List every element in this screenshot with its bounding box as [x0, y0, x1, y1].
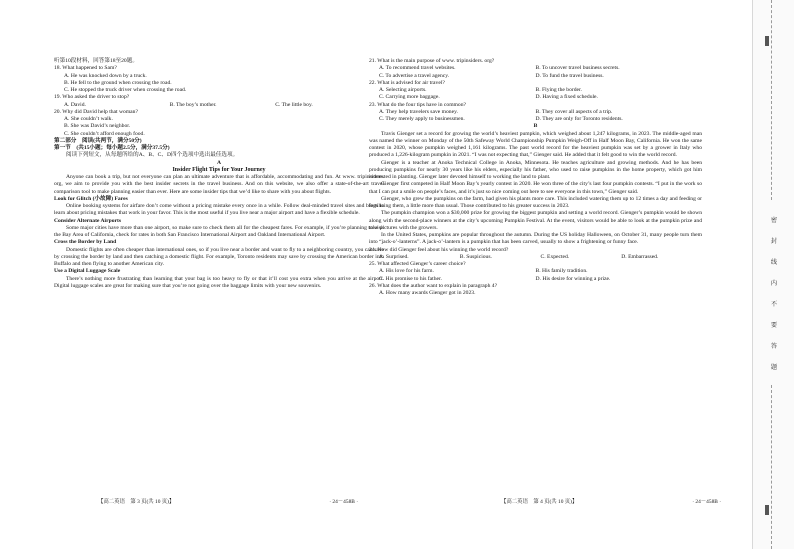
margin-mark-top	[765, 36, 769, 46]
q18-option-c: C. He stopped the truck driver when crossing the road.	[64, 87, 187, 93]
page-3-label: 【高二英语 第 3 页(共 10 页)】	[98, 499, 175, 505]
page-4-footer	[501, 497, 721, 505]
seal-char: 内	[770, 280, 778, 287]
question-19: 19. Who asked the driver to stop?	[54, 94, 130, 101]
page-4-label: 【高二英语 第 4 页(共 10 页)】	[501, 499, 578, 505]
q23-option-b: B. They cover all aspects of a trip.	[535, 108, 613, 115]
q21-option-d: D. To fund the travel business.	[535, 72, 604, 79]
passage-b-paragraph-6: In the United States, pumpkins are popular throughout the autumn. During the US holiday Halloween, on October 31, many people turn them into “jack-o’-lanterns”. A jack-o’-lantern is a pumpkin that has been carved, usually to show a frightening or funny face.	[369, 232, 702, 246]
q25-option-a: A. His love for his farm.	[379, 268, 434, 275]
seal-notice	[769, 210, 779, 378]
passage-b-paragraph-5: The pumpkin champion won a $30,000 prize for growing the biggest pumpkin and setting a world record. Gienger’s pumpkin would be shown along with the second-place winners at the city’s upcoming Pumpkin Festival. At the event, visitors would be able to look at the pumpkin prize and take pictures with the growers.	[369, 210, 702, 231]
q21-option-b: B. To uncover travel business secrets.	[535, 65, 620, 72]
q24-option-c: C. Expected.	[540, 253, 570, 260]
passage-a-label: A	[216, 159, 222, 166]
q22-options-row-2	[369, 94, 702, 101]
question-25: 25. What affected Gienger’s career choice?	[369, 261, 466, 267]
q25-option-c: C. His promise to his father.	[379, 275, 442, 282]
q23-options-row-2	[369, 116, 702, 123]
seal-char: 密	[770, 217, 778, 224]
left-column	[54, 58, 384, 290]
tip-heading-luggage-scale: Use a Digital Luggage Scale	[54, 268, 121, 275]
passage-b-label: B	[533, 123, 538, 130]
q23-option-a: A. They help travelers save money.	[379, 108, 458, 115]
question-18: 18. What happened to Sam?	[54, 65, 117, 72]
seal-char: 要	[770, 322, 778, 329]
exam-sheet	[38, 58, 736, 508]
q21-options-row-2	[369, 73, 702, 80]
q23-option-c: C. They merely apply to businessmen.	[379, 116, 465, 122]
q19-options	[54, 102, 384, 109]
passage-a-paragraph-5: There’s nothing more frustrating than learning that your bag is too heavy to fly or that it’ll cost you extra when you arrive at the airport. Digital luggage scales are great for making sure that you’re not going over the baggage limits with your new souvenirs.	[54, 275, 384, 289]
q21-options-row-1	[369, 65, 702, 72]
q22-option-d: D. Having a fixed schedule.	[535, 94, 598, 101]
tip-heading-cross-border: Cross the Border by Land	[54, 239, 117, 246]
question-26: 26. What does the author want to explain in paragraph 4?	[369, 282, 498, 289]
q25-option-d: D. His desire for winning a prize.	[535, 275, 611, 282]
question-24: 24. How did Gienger feel about his winning the world record?	[369, 246, 509, 253]
binding-margin	[752, 0, 794, 549]
passage-b-paragraph-2: Gienger is a teacher at Anoka Technical College in Anoka, Minnesota. He teaches agriculture and growing methods. And he has been producing pumpkins for nearly 30 years like his elders, especially his father, who used to raise pumpkins in the home property, which got him interested in planting. Gienger later devoted himself to working the land to plant.	[369, 159, 702, 180]
passage-a-paragraph-3: Some major cities have more than one airport, so make sure to check them all for the cheapest fares. For example, if you’re planning to visit the Bay Area of California, check for rates in both San Francisco International Airport and Oakland International Airport.	[54, 224, 384, 238]
question-20: 20. Why did David help that woman?	[54, 108, 138, 115]
q20-option-c: C. She couldn’t afford enough food.	[64, 130, 145, 137]
tip-heading-glitch-fares: Look for Glitch (小故障) Fares	[54, 195, 128, 202]
question-21: 21. What is the main purpose of www. tripinsiders. org?	[369, 58, 495, 64]
q19-option-a: A. David.	[64, 101, 86, 108]
question-22: 22. What is advised for air travel?	[369, 79, 445, 86]
q19-option-c: C. The little boy.	[275, 101, 313, 108]
q22-option-b: B. Flying the border.	[535, 87, 582, 93]
passage-a-paragraph-4: Domestic flights are often cheaper than international ones, so if you live near a border and want to fly to a neighboring country, you can save by crossing the border by land and then catching a domestic flight. For example, Toronto residents may save by crossing the American border into Buffalo and then flying to another American city.	[54, 246, 384, 267]
q21-option-c: C. To advertise a travel agency.	[379, 72, 450, 79]
q25-options-row-2	[369, 276, 702, 283]
question-23: 23. What do the four tips have in common?	[369, 101, 466, 108]
q25-option-b: B. His family tradition.	[535, 268, 588, 275]
q24-option-d: D. Embarrassed.	[621, 253, 659, 260]
part-two-heading: 第二部分 阅读(共两节，满分50分)	[54, 137, 142, 144]
q24-option-a: A. Surprised.	[379, 253, 409, 260]
passage-b-paragraph-1: Travis Gienger set a record for growing the world’s heaviest pumpkin, which weighed about 1,247 kilograms, in 2023. The middle-aged man was named the winner on Monday of the 50th Safeway World Championship Pumpkin Weigh-Off in Half Moon Bay, California. He won the same contest in 2020, whose pumpkin weighed 1,161 kilograms. The past world record for the heaviest pumpkin was set by a grower in Italy who produced a 1,226-kilogram pumpkin in 2021. “I was not expecting that,” Gienger said. He added that it felt good to win the world record.	[369, 130, 702, 159]
q23-options-row-1	[369, 109, 702, 116]
q18-option-a: A. He was knocked down by a truck.	[64, 72, 147, 79]
q26-option-a: A. How many awards Gienger got in 2023.	[379, 290, 476, 296]
reading-instructions: 阅读下列短文，从每题所给的A、B、C、D四个选项中选出最佳选项。	[66, 152, 239, 159]
seal-char: 线	[770, 259, 778, 266]
q21-option-a: A. To recommend travel websites.	[379, 65, 456, 72]
q18-option-b: B. He fell to the ground when crossing the road.	[64, 79, 172, 86]
q23-option-d: D. They are only for Toronto residents.	[535, 116, 623, 122]
q20-option-a: A. She couldn’t walk.	[64, 116, 113, 122]
q22-option-c: C. Carrying more baggage.	[379, 94, 440, 101]
page-3-footer	[98, 497, 358, 505]
passage-a-paragraph-2: Online booking systems for airfare don’t come without a pricing mistake every once in a while. Follow deal-minded travel sites and blogs to learn about pricing mistakes that work in your favor. This is the most useful if you live near a major airport and have a flexible schedule.	[54, 203, 384, 217]
passage-a-paragraph-1: Anyone can book a trip, but not everyone can plan an ultimate adventure that is affordable, accommodating and fun. At www. tripinsiders. org, we aim to provide you with the best insider secrets in the travel business. And on this website, we also offer a state-of-the-art travel comparison tool to make planning easier than ever. Here are some insider tips that we’d like to share with you about flights.	[54, 174, 384, 195]
passage-b-paragraph-3: Gienger first competed in Half Moon Bay’s yearly contest in 2020. He won three of the city’s last four pumpkin contests. “I put in the work so that I can put a smile on people’s faces, and it’s just so nice coming out here to see everyone in this town,” Gienger said.	[369, 181, 702, 195]
tip-heading-alternate-airports: Consider Alternate Airports	[54, 217, 122, 224]
q22-option-a: A. Selecting airports.	[379, 87, 427, 93]
seal-line-top	[771, 0, 772, 200]
q19-option-b: B. The boy’s mother.	[169, 101, 217, 108]
q24-option-b: B. Suspicious.	[459, 253, 492, 260]
passage-b-paragraph-4: Gienger, who grew the pumpkins on the farm, had given his plants more care. This included watering them up to 12 times a day and feeding or fertilizing them, a little more than usual. Those contributed to his greater success in 2023.	[369, 195, 702, 209]
q24-options	[369, 254, 702, 261]
seal-char: 题	[770, 364, 778, 371]
seal-line-bottom	[771, 385, 772, 549]
seal-char: 封	[770, 238, 778, 245]
q25-options-row-1	[369, 268, 702, 275]
section-one-heading: 第一节 (共15小题；每小题2.5分，满分37.5分)	[54, 145, 170, 151]
seal-char: 答	[770, 343, 778, 350]
passage-a-title: Insider Flight Tips for Your Journey	[172, 166, 266, 173]
listening-intro: 听第10段材料，回答第18至20题。	[54, 58, 138, 64]
right-column	[369, 58, 702, 297]
q20-option-b: B. She was David’s neighbor.	[64, 123, 131, 130]
margin-mark-bottom	[765, 505, 769, 515]
page-4-code: · 24－458B ·	[692, 499, 721, 505]
page-3-code: · 24－458B ·	[329, 499, 358, 505]
seal-char: 不	[770, 301, 778, 308]
